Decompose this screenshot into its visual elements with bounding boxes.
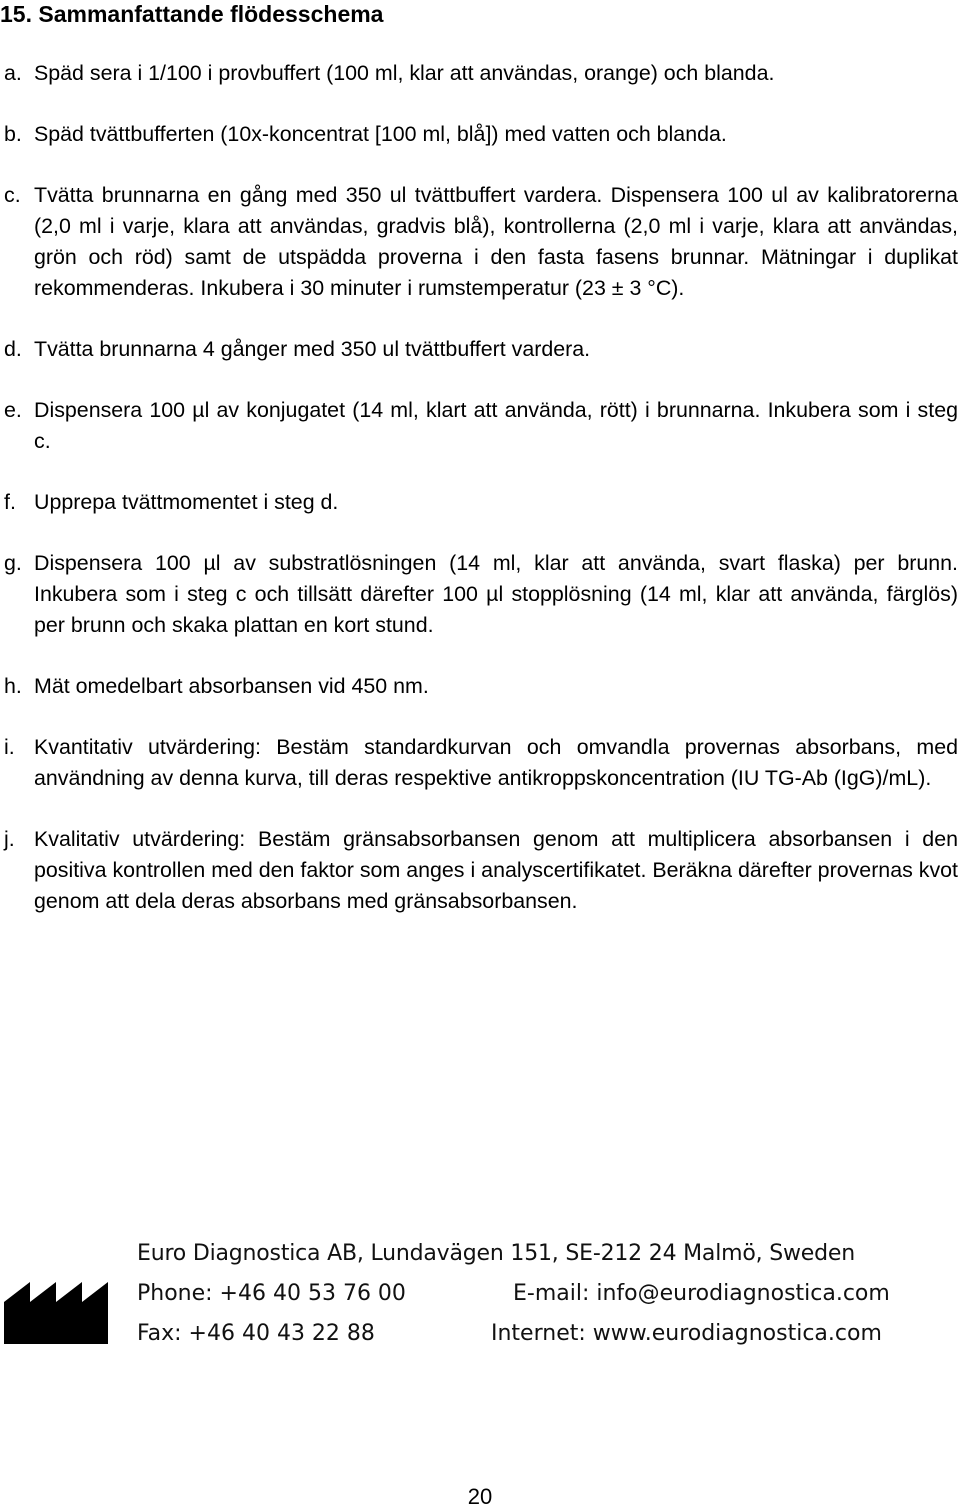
step-i bbox=[0, 732, 958, 794]
step-b bbox=[0, 119, 958, 150]
page-number: 20 bbox=[467, 1484, 493, 1509]
step-text: Dispensera 100 µl av konjugatet (14 ml, klart att använda, rött) i brunnarna. Inkubera som i steg c. bbox=[34, 398, 958, 453]
step-letter: a. bbox=[4, 61, 22, 85]
step-text: Dispensera 100 µl av substratlösningen (14 ml, klar att använda, svart flaska) per brunn. Inkubera som i steg c och tillsätt därefter 100 µl stopplösning (14 ml, klar att använda, färglös) per brunn och skaka plattan en kort stund. bbox=[34, 551, 958, 637]
step-text: Kvantitativ utvärdering: Bestäm standardkurvan och omvandla provernas absorbans, med användning av denna kurva, till deras respektive antikroppskoncentration (IU TG-Ab (IgG)/mL). bbox=[34, 735, 958, 790]
flowchart-steps bbox=[0, 58, 958, 947]
step-text: Tvätta brunnarna en gång med 350 ul tvättbuffert vardera. Dispensera 100 ul av kalibratorerna (2,0 ml i varje, klara att användas, gradvis blå), kontrollerna (2,0 ml i varje, klara att användas, grön och röd) samt de utspädda proverna i den fasta fasens brunnar. Mätningar i duplikat rekommenderas. Inkubera i 30 minuter i rumstemperatur (23 ± 3 °C). bbox=[34, 183, 958, 300]
step-letter: d. bbox=[4, 337, 22, 361]
step-text: Upprepa tvättmomentet i steg d. bbox=[34, 490, 339, 514]
step-text: Tvätta brunnarna 4 gånger med 350 ul tvättbuffert vardera. bbox=[34, 337, 591, 361]
step-letter: f. bbox=[4, 490, 16, 514]
step-text: Mät omedelbart absorbansen vid 450 nm. bbox=[34, 674, 429, 698]
step-letter: h. bbox=[4, 674, 22, 698]
step-d bbox=[0, 334, 958, 365]
step-e bbox=[0, 395, 958, 457]
step-a bbox=[0, 58, 958, 89]
company-address: Euro Diagnostica AB, Lundavägen 151, SE-212 24 Malmö, Sweden bbox=[137, 1241, 855, 1266]
section-heading: 15. Sammanfattande flödesschema bbox=[0, 1, 384, 27]
manufacturer-footer bbox=[0, 1238, 960, 1358]
step-j bbox=[0, 824, 958, 917]
step-text: Kvalitativ utvärdering: Bestäm gränsabsorbansen genom att multiplicera absorbansen i den positiva kontrollen med den faktor som anges i analyscertifikatet. Beräkna därefter provernas kvot genom att dela deras absorbans med gränsabsorbansen. bbox=[34, 827, 958, 913]
step-h bbox=[0, 671, 958, 702]
step-letter: i. bbox=[4, 735, 15, 759]
step-g bbox=[0, 548, 958, 641]
fax-number: Fax: +46 40 43 22 88 bbox=[137, 1321, 375, 1346]
step-text: Späd tvättbufferten (10x-koncentrat [100 ml, blå]) med vatten och blanda. bbox=[34, 122, 727, 146]
step-letter: j. bbox=[4, 827, 15, 851]
step-letter: e. bbox=[4, 398, 22, 422]
website-address: Internet: www.eurodiagnostica.com bbox=[491, 1321, 882, 1346]
phone-number: Phone: +46 40 53 76 00 bbox=[137, 1281, 406, 1306]
step-letter: c. bbox=[4, 183, 21, 207]
step-f bbox=[0, 487, 958, 518]
email-address: E-mail: info@eurodiagnostica.com bbox=[513, 1281, 890, 1306]
step-letter: b. bbox=[4, 122, 22, 146]
step-c bbox=[0, 180, 958, 304]
manufacturer-factory-icon bbox=[4, 1282, 108, 1349]
step-letter: g. bbox=[4, 551, 22, 575]
step-text: Späd sera i 1/100 i provbuffert (100 ml, klar att användas, orange) och blanda. bbox=[34, 61, 775, 85]
